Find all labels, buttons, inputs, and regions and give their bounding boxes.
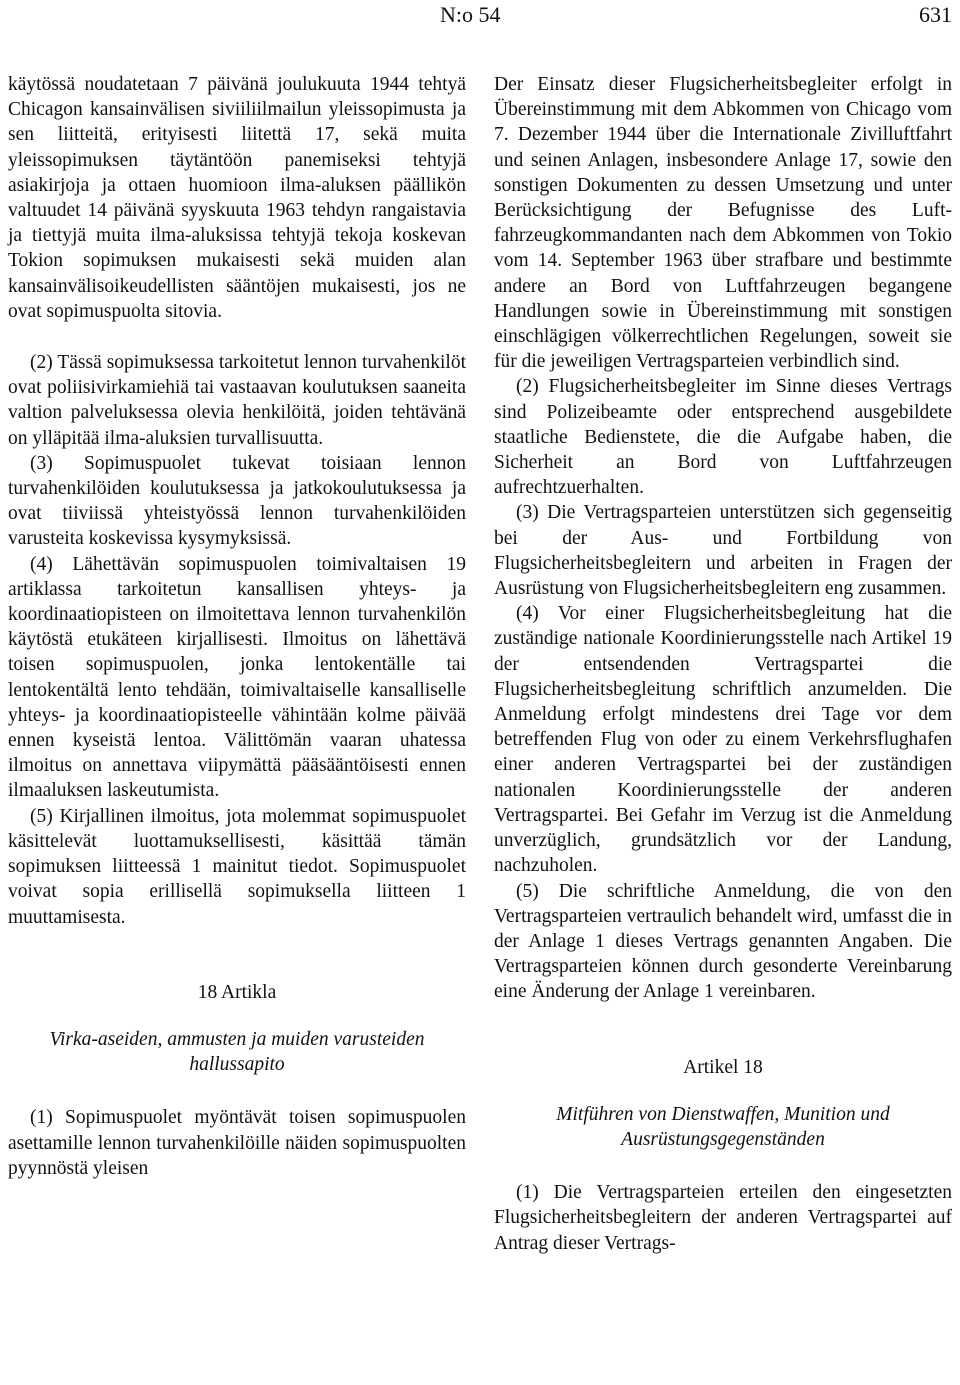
paragraph-4: (4) Lähettävän sopimuspuolen toimivaltaisen 19 artiklassa tarkoitetun kansallisen yhteys- ja koordinaatiopisteen on ilmoitettava lennon turvahenkilön käytöstä etukäteen kirjallisesti. Ilmoitus on lähettävä toisen sopimuspuolen, jonka lentokentälle tai lentokentältä lento tehdään, toimivaltaiselle kansalliselle yhteys- ja koordinaatiopisteelle vähintään kolme päivää ennen kyseistä lentoa. Välittömän vaaran uhatessa ilmoitus on annettava viipymättä pääsääntöisesti ennen ilmaaluksen laskeutumista. xyxy=(8,553,466,802)
paragraph-5: (5) Kirjallinen ilmoitus, jota molemmat sopimuspuolet käsittelevät luottamuksellisesti, käsittää tämän sopimuksen liitteessä 1 mainitut tiedot. Sopimuspuolet voivat sopia erillisellä sopimuksella liitteen 1 muuttamisesta. xyxy=(8,805,466,928)
paragraph-1-continuation: käytössä noudatetaan 7 päivänä joulukuuta 1944 tehtyä Chicagon kansainvälisen siviiliilmailun yleissopimusta ja sen liitteitä, erityisesti liitettä 17, sekä muita yleissopimuksen täytäntöön panemiseksi tehtyjä asiakirjoja ja ottaen huomioon ilma-aluksen päällikön valtuudet 14 päivänä syyskuuta 1963 tehdyn rangaistavia ja tiettyjä muita ilma-aluksissa tehtyjä tekoja koskevan Tokion sopimuksen mukaisesti sekä muiden alan kansainvälisoikeudellisten sääntöjen mukaisesti, jos ne ovat sopimuspuolta sitovia. xyxy=(8,74,466,322)
paragraph-3: (3) Sopimuspuolet tukevat toisiaan lennon turvahenkilöiden koulutuksessa ja jatkokoulutuksessa ja ovat tiiviissä yhteistyössä lennon turvahenkilöiden varusteita koskevissa kysymyksissä. xyxy=(8,452,466,550)
paragraph-2: (2) Flugsicherheitsbegleiter im Sinne dieses Vertrags sind Polizeibeamte oder entsprechend ausgebildete staatliche Bedienstete, die die Aufgabe haben, die Sicherheit an Bord von Luftfahrzeugen aufrechtzuerhalten. xyxy=(494,376,952,499)
paragraph-4: (4) Vor einer Flugsicherheitsbegleitung hat die zuständige nationale Koordinierungsstelle nach Artikel 19 der entsendenden Vertragspartei die Flugsicherheitsbegleitung schriftlich anzumelden. Die Anmeldung erfolgt mindestens drei Tage vor dem betreffenden Flug von oder zu einem Verkehrsflughafen einer anderen Vertragspartei bei der zuständigen nationalen Koordinierungsstelle der anderen Vertragspartei. Bei Gefahr im Verzug ist die Anmeldung unverzüglich, grundsätzlich vor der Landung, nachzuholen. xyxy=(494,603,952,877)
article-heading: 18 Artikla xyxy=(197,981,277,1003)
article-paragraph-1: (1) Die Vertragsparteien erteilen den eingesetzten Flugsicherheitsbegleitern der anderen Vertragspartei auf Antrag dieser Vertrags- xyxy=(494,1182,952,1254)
article-heading: Artikel 18 xyxy=(683,1056,763,1078)
issue-number: N:o 54 xyxy=(440,2,501,27)
paragraph-1-continuation: Der Einsatz dieser Flugsicherheitsbegleiter erfolgt in Übereinstimmung mit dem Abkommen von Chicago vom 7. Dezember 1944 über die Internationale Zivilluftfahrt und seinen Anlagen, insbesondere Anlage 17, sowie den sonstigen Dokumenten zu dessen Umsetzung und unter Berücksichtigung der Befugnisse des Luft-fahrzeugkommandanten nach dem Abkommen von Tokio vom 14. September 1963 über strafbare und bestimmte andere an Bord von Luftfahrzeugen begangene Handlungen sowie in Übereinstimmung mit sonstigen einschlägigen völkerrechtlichen Regelungen, soweit sie für die jeweiligen Vertragsparteien verbindlich sind. xyxy=(494,74,952,373)
page-header xyxy=(0,0,960,40)
page-number: 631 xyxy=(919,2,952,27)
article-subtitle: Virka-aseiden, ammusten ja muiden varusteiden hallussapito xyxy=(49,1028,425,1076)
german-column xyxy=(494,72,952,1256)
paragraph-5: (5) Die schriftliche Anmeldung, die von den Vertragsparteien vertraulich behandelt wird, umfasst die in der Anlage 1 dieses Vertrags genannten Angaben. Die Vertragsparteien können durch gesonderte Vereinbarung eine Änderung der Anlage 1 vereinbaren. xyxy=(494,880,952,1003)
article-paragraph-1: (1) Sopimuspuolet myöntävät toisen sopimuspuolen asettamille lennon turvahenkilöille näiden sopimuspuolten pyynnöstä yleisen xyxy=(8,1107,466,1179)
article-subtitle: Mitführen von Dienstwaffen, Munition und Ausrüstungsgegenständen xyxy=(556,1103,890,1150)
paragraph-3: (3) Die Vertragsparteien unterstützen sich gegenseitig bei der Aus- und Fortbildung von Flugsicherheitsbegleitern und arbeiten in Fragen der Ausrüstung von Flugsicherheitsbegleitern eng zusammen. xyxy=(494,502,952,600)
paragraph-2: (2) Tässä sopimuksessa tarkoitetut lennon turvahenkilöt ovat poliisivirkamiehiä tai vastaavan koulutuksen saaneita valtion palveluksessa olevia henkilöitä, joiden tehtävänä on ylläpitää ilma-aluksien turvallisuutta. xyxy=(8,352,466,449)
finnish-column xyxy=(8,72,466,1181)
